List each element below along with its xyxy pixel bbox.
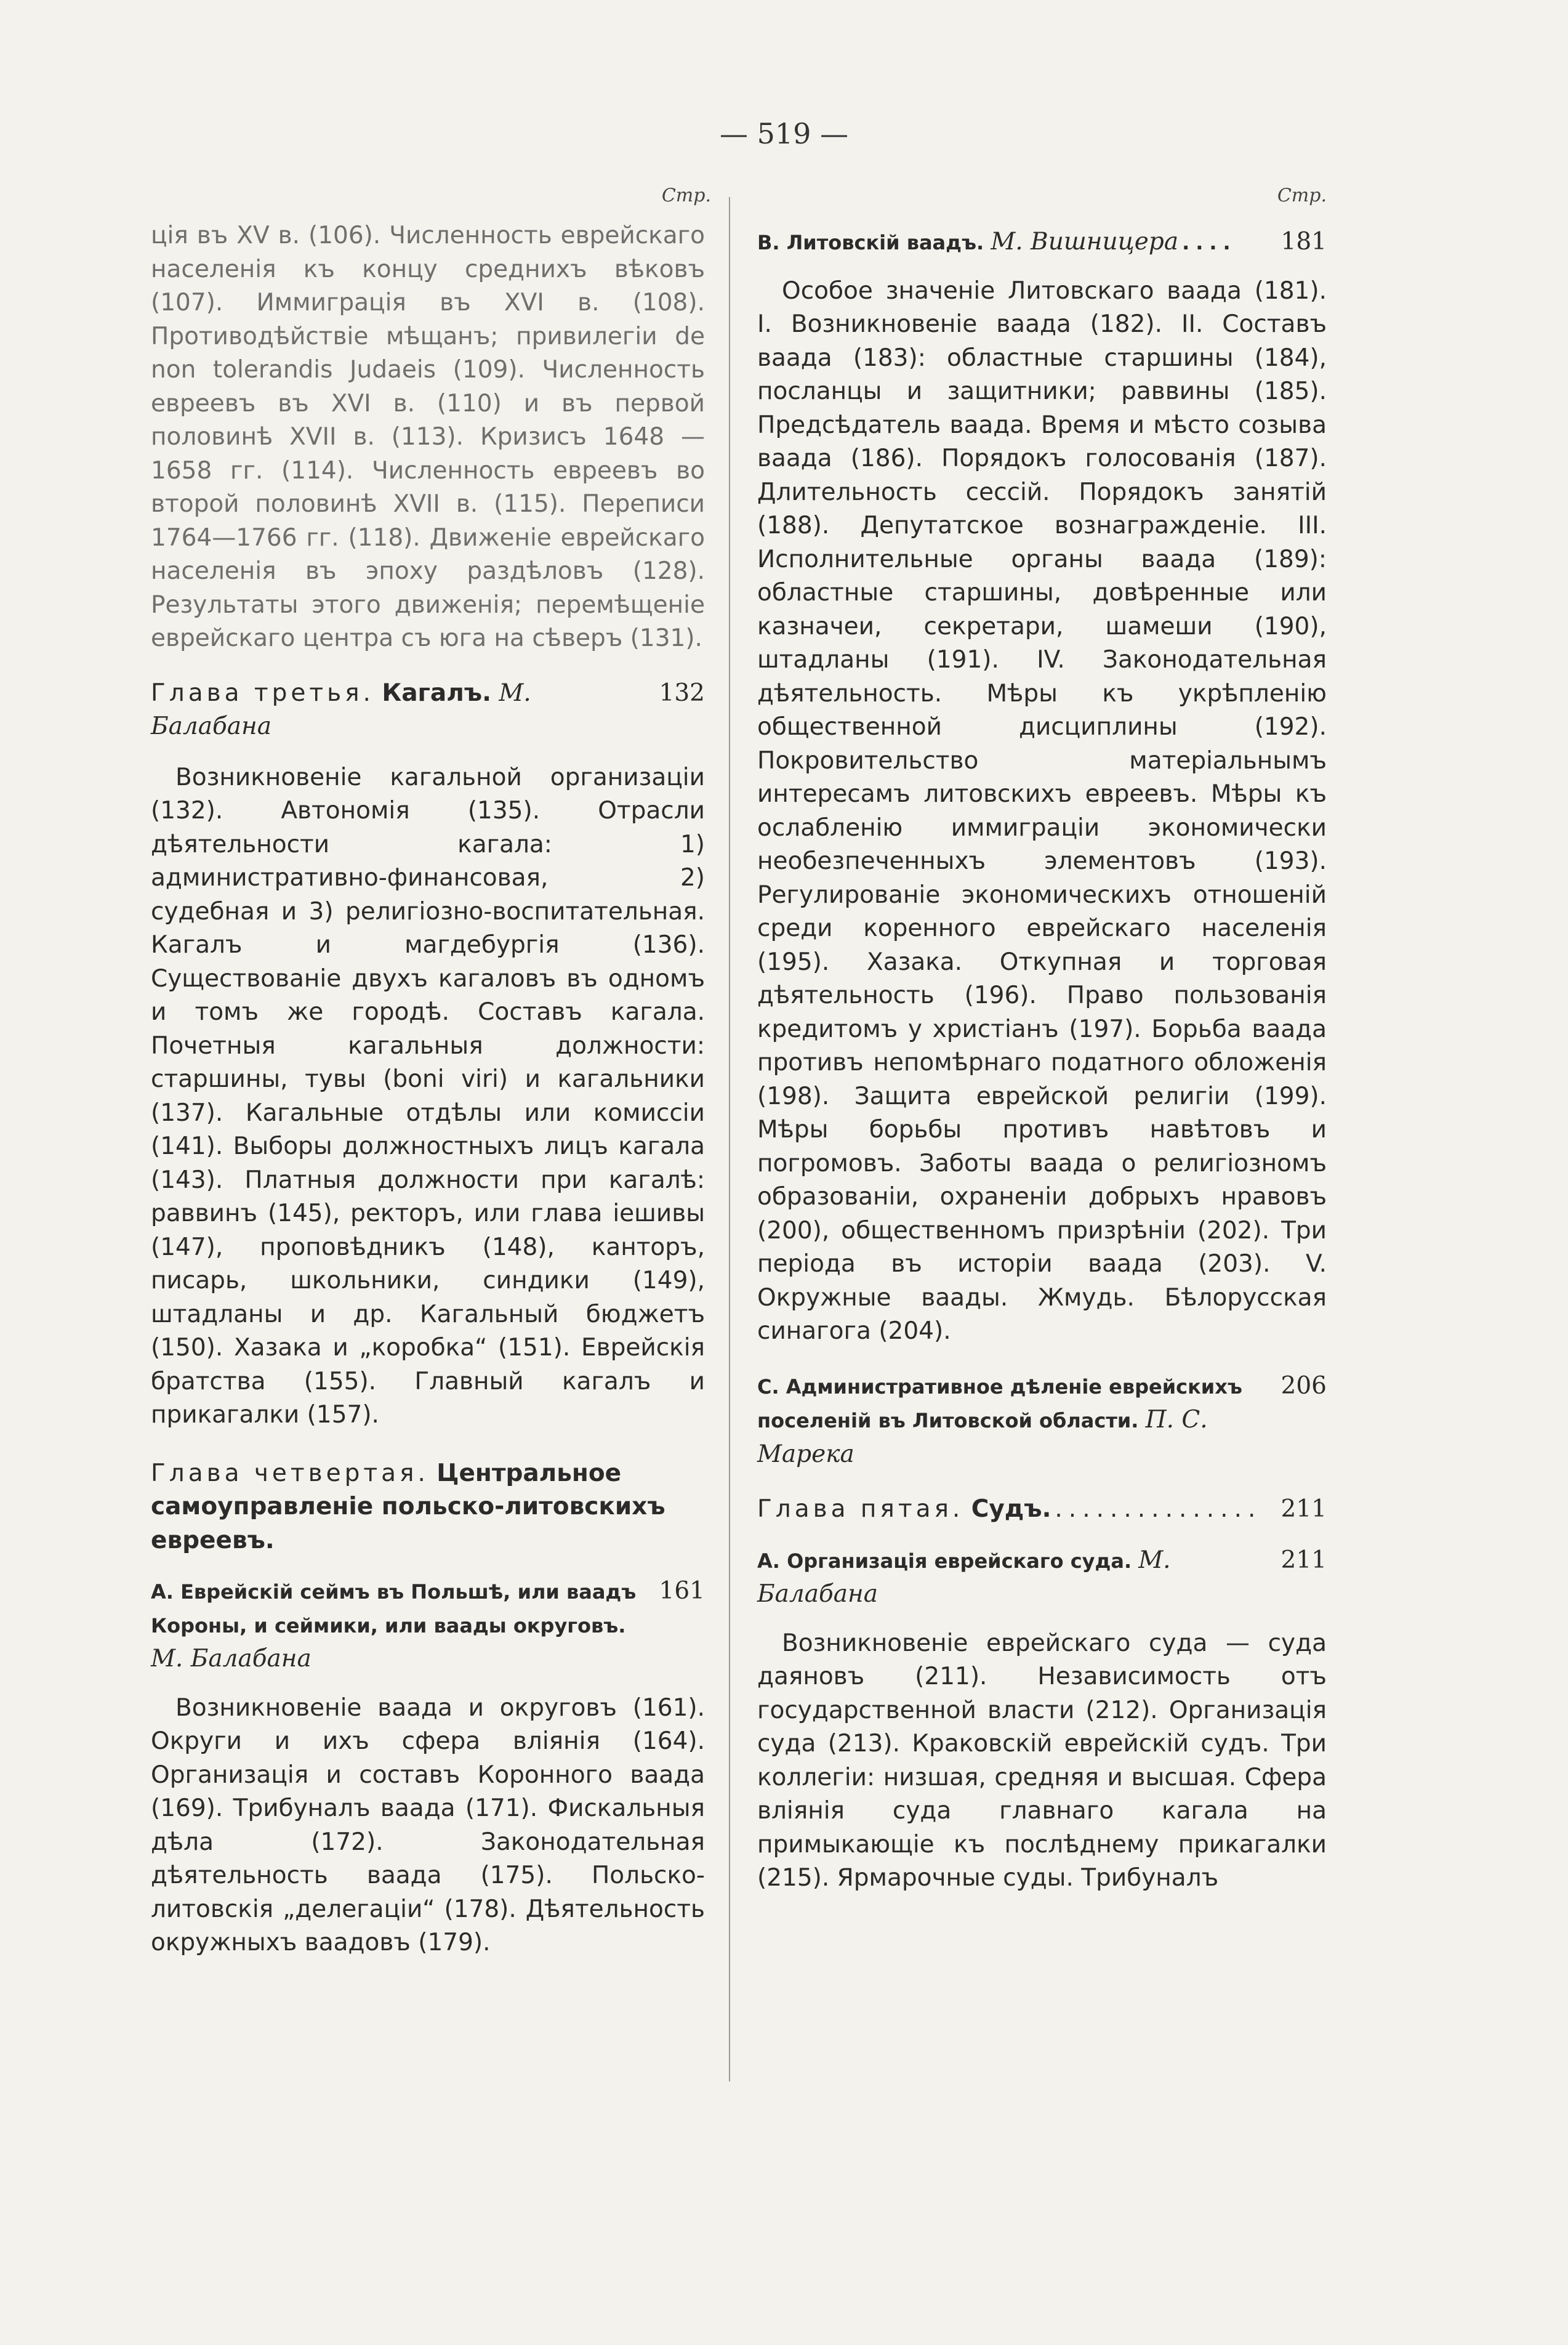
chapter-5-heading xyxy=(757,1493,1327,1527)
page-number: — 519 — xyxy=(719,117,849,150)
section-c-page: 206 xyxy=(1281,1371,1327,1400)
left-column xyxy=(151,185,711,1960)
chapter-5-label: Глава пятая. xyxy=(757,1495,964,1523)
chapter-5-page: 211 xyxy=(1281,1495,1327,1523)
right-column xyxy=(757,185,1327,1895)
chapter-3-label: Глава третья. xyxy=(151,679,374,707)
page-column-label: Стр. xyxy=(1277,185,1327,206)
section-b-title: В. Литовскій ваадъ. xyxy=(757,231,984,254)
chapter-3-heading xyxy=(151,677,705,744)
section-a5-page: 211 xyxy=(1281,1546,1327,1574)
section-a-page: 161 xyxy=(659,1577,705,1605)
chapter-4-heading xyxy=(151,1457,705,1558)
chapter-3-paragraph: Возникновеніе кагальной организаціи (132). Автономія (135). Отрасли дѣятельности кагала: 1) административно-финансовая, 2) судебная и 3) религіозно-воспитательная. Кагалъ и магдебургія (136). Существованіе двухъ кагаловъ въ одномъ и томъ же городѣ. Составъ кагала. Почетныя кагальныя должности: старшины, тувы (boni viri) и кагальники (137). Кагальные отдѣлы или комиссіи (141). Выборы должностныхъ лицъ кагала (143). Платныя должности при кагалѣ: раввинъ (145), ректоръ, или глава іешивы (147), проповѣдникъ (148), канторъ, писарь, школьники, синдики (149), штадланы и др. Кагальный бюджетъ (150). Хазака и „коробка“ (151). Еврейскія братства (155). Главный кагалъ и прикагалки (157). xyxy=(151,763,705,1429)
leader-dots: .... xyxy=(1182,231,1237,254)
page-column-label: Стр. xyxy=(661,185,711,206)
section-c-author: П. С. Марека xyxy=(757,1406,1208,1468)
section-a5-author: М. Балабана xyxy=(757,1546,1171,1608)
chapter-5-title: Судъ. xyxy=(971,1495,1051,1523)
chapter-3-author: М. Балабана xyxy=(151,679,531,740)
section-c-heading xyxy=(757,1370,1327,1472)
leader-dots: ............... xyxy=(1055,1495,1262,1523)
chapter-3-title: Кагалъ. xyxy=(382,679,491,707)
section-a-heading xyxy=(151,1575,705,1677)
section-b-heading xyxy=(757,225,1327,260)
section-a5-title: А. Организація еврейскаго суда. xyxy=(757,1549,1132,1573)
section-b-author: М. Вишницера xyxy=(991,228,1179,256)
chapter-3-page: 132 xyxy=(659,679,705,707)
section-a-paragraph: Возникновеніе ваада и округовъ (161). Округи и ихъ сфера вліянія (164). Организація и составъ Коронного ваада (169). Трибуналъ ваада (171). Фискальныя дѣла (172). Законодательная дѣятельность ваада (175). Польско-литовскія „делегаціи“ (178). Дѣятельность окружныхъ ваадовъ (179). xyxy=(151,1693,705,1956)
section-c-title: С. Административное дѣленіе еврейскихъ поселеній въ Литовской области. xyxy=(757,1374,1242,1432)
section-b-paragraph: Особое значеніе Литовскаго ваада (181). I. Возникновеніе ваада (182). II. Составъ ваада (183): областные старшины (184), посланцы и защитники; раввины (185). Предсѣдатель ваада. Время и мѣсто созыва ваада (186). Порядокъ голосованія (187). Длительность сессій. Порядокъ занятій (188). Депутатское вознагражденіе. III. Исполнительные органы ваада (189): областные старшины, довѣренные или казначеи, секретари, шамеши (190), штадланы (191). IV. Законодательная дѣятельность. Мѣры къ укрѣпленію общественной дисциплины (192). Покровительство матеріальнымъ интересамъ литовскихъ евреевъ. Мѣры къ ослабленію иммиграціи экономически необезпеченныхъ элементовъ (193). Регулированіе экономическихъ отношеній среди коренного еврейскаго населенія (195). Хазака. Откупная и торговая дѣятельность (196). Право пользованія кредитомъ у христіанъ (197). Борьба ваада противъ непомѣрнаго податного обложенія (198). Защита еврейской религіи (199). Мѣры борьбы противъ навѣтовъ и погромовъ. Заботы ваада о религіозномъ образованіи, охраненіи добрыхъ нравовъ (200), общественномъ призрѣніи (202). Три періода въ исторіи ваада (203). V. Окружные ваады. Жмудь. Бѣлорусская синагога (204). xyxy=(757,276,1327,1345)
section-b-page: 181 xyxy=(1281,228,1327,256)
section-a-author: М. Балабана xyxy=(151,1645,312,1673)
section-a-title: А. Еврейскій сеймъ въ Польшѣ, или ваадъ Короны, и сеймики, или ваады округовъ. xyxy=(151,1580,637,1637)
section-a5-paragraph: Возникновеніе еврейскаго суда — суда даяновъ (211). Независимость отъ государственной власти (212). Организація суда (213). Краковскій еврейскій судъ. Три коллегіи: низшая, средняя и высшая. Сфера вліянія суда главнаго кагала на примыкающіе къ послѣднему прикагалки (215). Ярмарочные суды. Трибуналъ xyxy=(757,1629,1327,1892)
intro-paragraph: ція въ XV в. (106). Численность еврейскаго населенія къ концу среднихъ вѣковъ (107). Иммиграція въ XVI в. (108). Противодѣйствіе мѣщанъ; привилегіи de non tolerandis Judaeis (109). Численность евреевъ въ XVI в. (110) и въ первой половинѣ XVII в. (113). Кризисъ 1648 — 1658 гг. (114). Численность евреевъ во второй половинѣ XVII в. (115). Переписи 1764—1766 гг. (118). Движеніе еврейскаго населенія въ эпоху раздѣловъ (128). Результаты этого движенія; перемѣщеніе еврейскаго центра съ юга на сѣверъ (131). xyxy=(151,222,705,652)
chapter-4-title: Центральное самоуправленіе польско-литовскихъ евреевъ. xyxy=(151,1459,665,1554)
column-divider xyxy=(729,197,730,2081)
chapter-4-label: Глава четвертая. xyxy=(151,1459,429,1487)
section-a5-heading xyxy=(757,1544,1327,1612)
